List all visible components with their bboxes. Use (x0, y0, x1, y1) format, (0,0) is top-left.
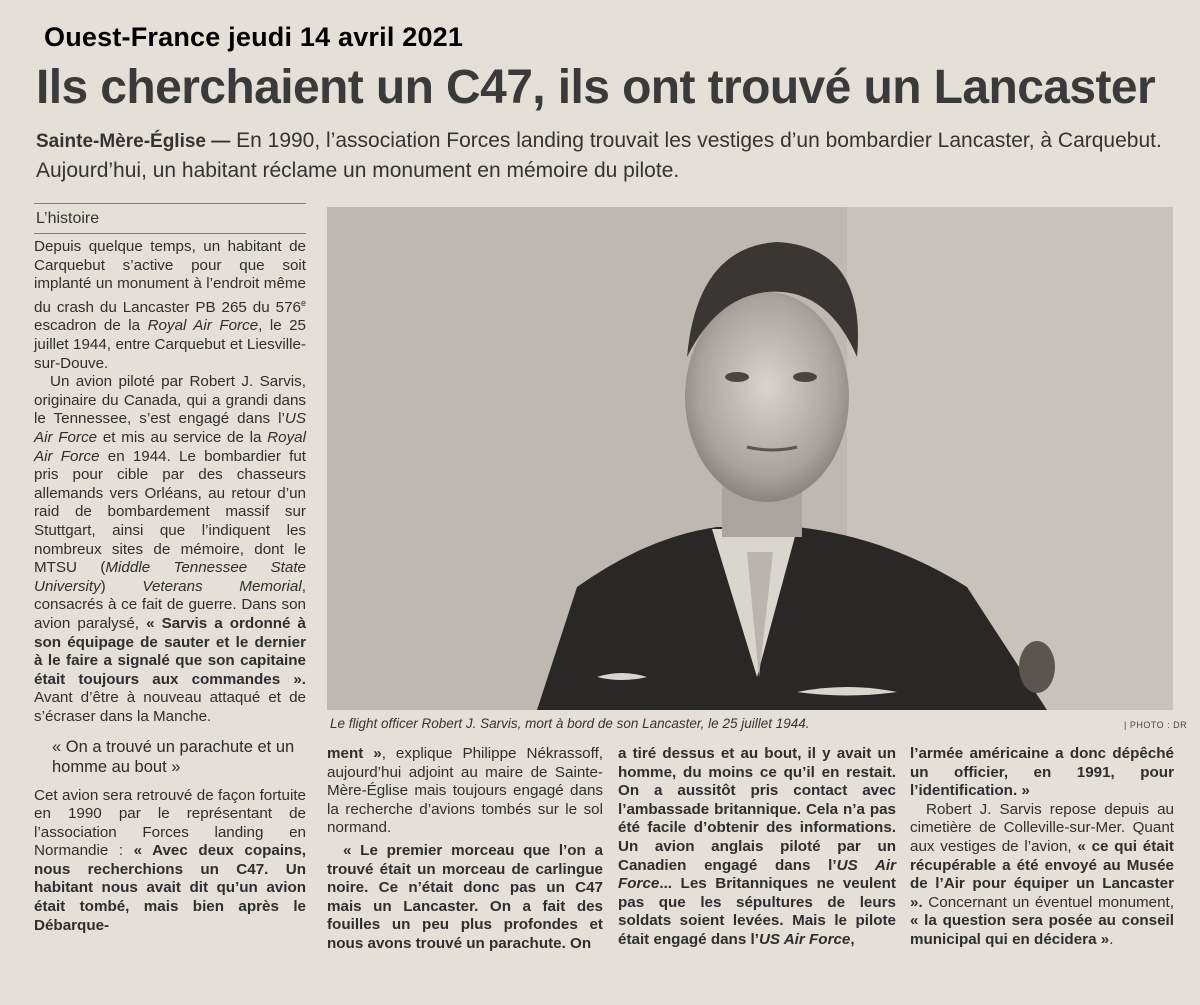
masthead: Ouest-France jeudi 14 avril 2021 (44, 22, 464, 52)
paragraph: ment », explique Philippe Nékrassoff, aujourd’hui adjoint au maire de Sainte-Mère-Église mais toujours engagé dans la recherche d’avions tombés sur le sol normand. (327, 745, 604, 837)
photo-credit: | PHOTO : DR (1124, 720, 1188, 730)
rubric-rule-top (34, 203, 306, 204)
pilot-portrait-photo (327, 207, 1173, 710)
photo-caption: Le flight officer Robert J. Sarvis, mort à bord de son Lancaster, le 25 juillet 1944. (330, 716, 810, 731)
standfirst (36, 126, 1186, 185)
headline: Ils cherchaient un C47, ils ont trouvé un Lancaster (36, 61, 1156, 114)
article-column-4 (910, 745, 1174, 950)
paragraph: l’armée américaine a donc dépêché un officier, en 1991, pour l’identification. » (910, 745, 1174, 800)
article-column-1 (34, 238, 306, 935)
rubric-label: L’histoire (36, 210, 100, 227)
dateline: Sainte-Mère-Église — (36, 131, 231, 152)
article-column-3 (618, 745, 896, 950)
paragraph: Un avion piloté par Robert J. Sarvis, originaire du Canada, qui a grandi dans le Tennessee, s’est engagé dans l’US Air Force et mis au service de la Royal Air Force en 1944. Le bombardier fut pris pour cible par des chasseurs allemands vers Orléans, au retour d’un raid de bombardement massif sur Stuttgart, ainsi que l’indiquent les nombreux sites de mémoire, dont le MTSU (Middle Tennessee State University) Veterans Memorial, consacrés à ce fait de guerre. Dans son avion paralysé, « Sarvis a ordonné à son équipage de sauter et le dernier à le faire a signalé que son capitaine était toujours aux commandes ». Avant d’être à nouveau attaqué et de s’écraser dans la Manche. (34, 373, 306, 725)
pilot-portrait-illustration (327, 207, 1173, 710)
rubric-rule-bottom (34, 233, 306, 234)
paragraph: Depuis quelque temps, un habitant de Carquebut s’active pour que soit implanté un monument à l’endroit même du crash du Lancaster PB 265 du 576e escadron de la Royal Air Force, le 25 juillet 1944, entre Carquebut et Liesville-sur-Douve. (34, 238, 307, 372)
paragraph: Robert J. Sarvis repose depuis au cimetière de Colleville-sur-Mer. Quant aux vestiges de l’avion, « ce qui était récupérable a été envoyé au Musée de l’Air pour équiper un Lancaster ». Concernant un éventuel monument, « la question sera posée au conseil municipal qui en décidera ». (910, 800, 1174, 948)
standfirst-text: En 1990, l’association Forces landing trouvait les vestiges d’un bombardier Lancaster, à Carquebut. Aujourd’hui, un habitant réclame un monument en mémoire du pilote. (36, 129, 1162, 182)
article-column-2 (327, 745, 603, 954)
paragraph: « Le premier morceau que l’on a trouvé était un morceau de carlingue noire. Ce n’était donc pas un C47 mais un Lancaster. On a fait des fouilles un peu plus profondes et nous avons trouvé un parachute. On (327, 841, 603, 952)
subheading: « On a trouvé un parachute et un homme au bout » (52, 737, 295, 776)
paragraph: Cet avion sera retrouvé de façon fortuite en 1990 par le représentant de l’association Forces landing en Normandie : « Avec deux copains, nous recherchions un C47. Un habitant nous avait dit qu’un avion était tombé, mais bien après le Débarque- (34, 786, 306, 934)
paragraph: a tiré dessus et au bout, il y avait un homme, du moins ce qu’il en restait. On a aussitôt pris contact avec l’ambassade britannique. Cela n’a pas été facile d’obtenir des informations. Un avion anglais piloté par un Canadien engagé dans l’US Air Force... Les Britanniques ne veulent pas que les sépultures de leurs soldats soient levées. Mais le pilote était engagé dans l’US Air Force, (618, 745, 896, 948)
